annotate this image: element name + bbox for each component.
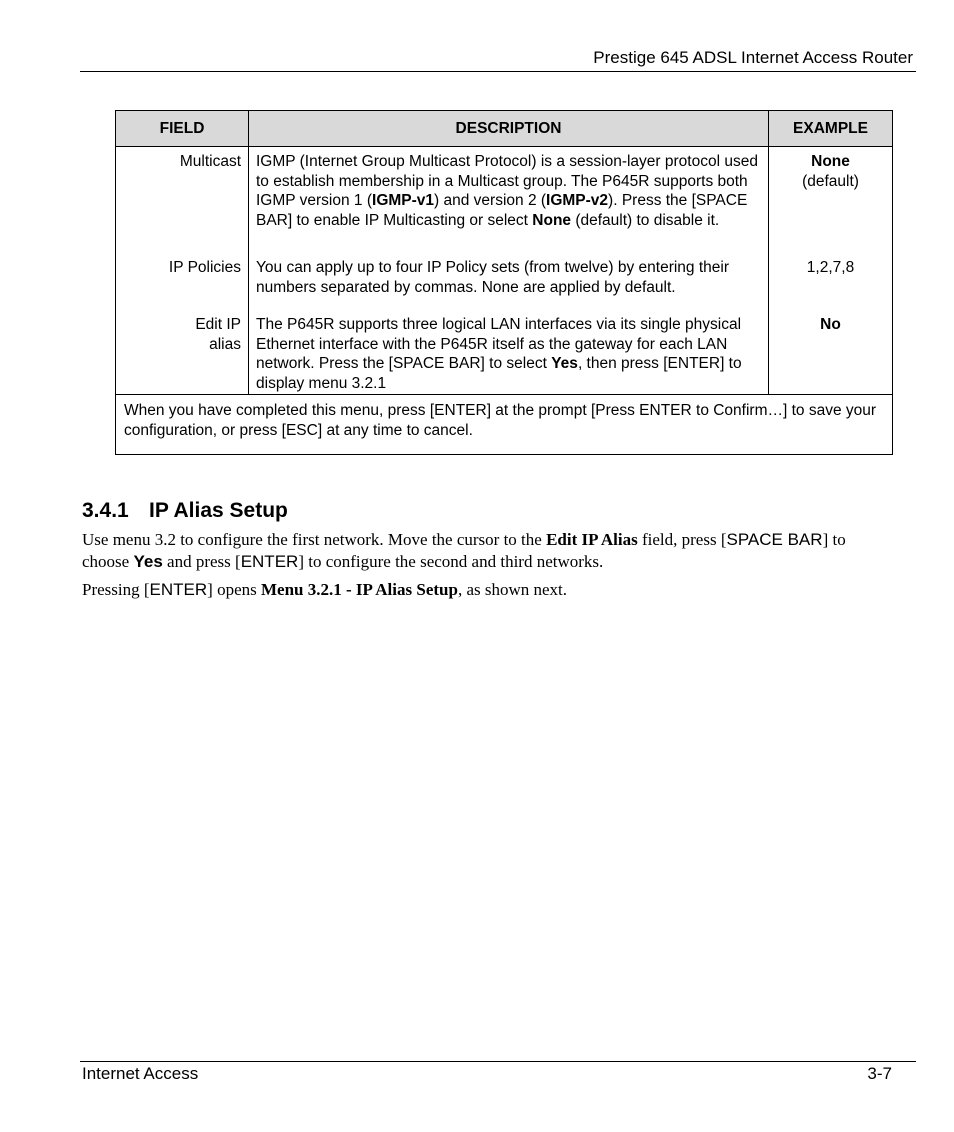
- section-heading: [82, 498, 288, 524]
- header-title: Prestige 645 ADSL Internet Access Router: [593, 48, 913, 67]
- field-name: Multicast: [116, 147, 249, 259]
- field-description: IGMP (Internet Group Multicast Protocol) is a session-layer protocol used to establish membership in a Multicast group. The P645R supports both IGMP version 1 (IGMP-v1) and version 2 (IGMP-v2). Press the [SPACE BAR] to enable IP Multicasting or select None (default) to disable it.: [249, 147, 769, 259]
- field-description: You can apply up to four IP Policy sets (from twelve) by entering their numbers separated by commas. None are applied by default.: [249, 258, 769, 315]
- column-header-field: FIELD: [116, 111, 249, 147]
- field-example: None (default): [769, 147, 893, 259]
- table-row: [116, 315, 893, 395]
- section-number: 3.4.1: [82, 499, 129, 522]
- field-description: The P645R supports three logical LAN interfaces via its single physical Ethernet interface with the P645R itself as the gateway for each LAN network. Press the [SPACE BAR] to select Yes, then press [ENTER] to display menu 3.2.1: [249, 315, 769, 395]
- table-row: [116, 147, 893, 259]
- column-header-description: DESCRIPTION: [249, 111, 769, 147]
- table-note: When you have completed this menu, press [ENTER] at the prompt [Press ENTER to Confirm…] to save your configuration, or press [ESC] at any time to cancel.: [116, 395, 893, 455]
- field-name: IP Policies: [116, 258, 249, 315]
- field-example: 1,2,7,8: [769, 258, 893, 315]
- header-rule: [80, 71, 916, 72]
- footer-rule: [80, 1061, 916, 1062]
- table-row: [116, 258, 893, 315]
- page-number: 3-7: [867, 1064, 892, 1083]
- table-note-row: [116, 395, 893, 455]
- column-header-example: EXAMPLE: [769, 111, 893, 147]
- paragraph: Use menu 3.2 to configure the first network. Move the cursor to the Edit IP Alias field, press [SPACE BAR] to choose Yes and press [ENTER] to configure the second and third networks.: [82, 530, 846, 571]
- field-name: Edit IP alias: [116, 315, 249, 395]
- field-table: [115, 110, 893, 455]
- field-example: No: [769, 315, 893, 395]
- table-header-row: [116, 111, 893, 147]
- footer-chapter: Internet Access: [82, 1064, 199, 1083]
- paragraph: Pressing [ENTER] opens Menu 3.2.1 - IP Alias Setup, as shown next.: [82, 580, 568, 599]
- section-title: IP Alias Setup: [149, 499, 288, 522]
